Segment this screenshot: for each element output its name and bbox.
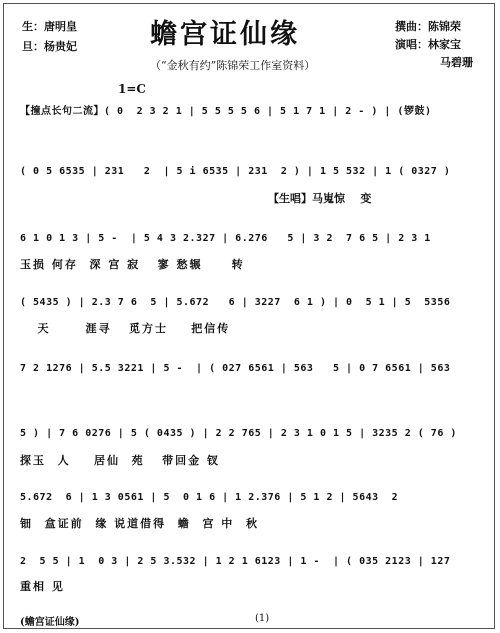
score-line-6-lyrics: 探玉 人 居仙 苑 带回金 钗: [20, 454, 220, 467]
page-subtitle: （“金秋有约”陈锦荣工作室资料）: [150, 59, 316, 72]
score-line-8-notes: 2 5 5 | 1 0 3 | 2 5 3.532 | 1 2 1 6123 | 1 - | ( 035 2123 | 127: [20, 556, 451, 567]
score-line-3-notes: 6 1 0 1 3 | 5 - | 5 4 3 2.327 | 6.276 5 | 3 2 7 6 5 | 2 3 1: [20, 233, 431, 244]
score-line-5-notes: 7 2 1276 | 5.5 3221 | 5 - | ( 027 6561 | 563 5 | 0 7 6561 | 563: [20, 363, 451, 374]
score-line-7-lyrics: 钿 盒证前 缘 说道借得 蟾 宫 中 秋: [20, 517, 259, 530]
credit-composer: 撰曲：陈锦荣: [395, 20, 461, 33]
score-line-6-notes: 5 ) | 7 6 0276 | 5 ( 0435 ) | 2 2 765 | 2 3 1 0 1 5 | 3235 2 ( 76 ): [20, 428, 457, 439]
score-line-2-notes: ( 0 5 6535 | 231 2 | 5 i 6535 | 231 2 ) | 1 5 532 | 1 ( 0327 ): [20, 166, 451, 177]
score-line-7-notes: 5.672 6 | 1 3 0561 | 5 0 1 6 | 1 2.376 | 5 1 2 | 5643 2: [20, 492, 399, 503]
page-border: [3, 3, 495, 629]
score-line-4-notes: ( 5435 ) | 2.3 7 6 5 | 5.672 6 | 3227 6 1 ) | 0 5 1 | 5 5356: [20, 297, 451, 308]
score-line-4-lyrics: 天 涯寻 觅方士 把信传: [20, 322, 231, 335]
score-line-8-lyrics: 重相 见: [20, 580, 65, 593]
key-signature: 1=C: [118, 82, 146, 96]
score-line-2-lyrics: 【生唱】马嵬惊 变: [268, 192, 372, 205]
score-line-1-notes: 【撞点长句二流】( 0 2 3 2 1 | 5 5 5 5 6 | 5 1 7 1 | 2 - ) | (锣鼓): [20, 106, 432, 117]
role-sheng: 生：唐明皇: [22, 20, 77, 33]
page-title: 蟾宫证仙缘: [150, 19, 300, 50]
credit-singer: 演唱：林家宝: [395, 38, 461, 51]
score-line-3-lyrics: 玉损 何存 深 宫 寂 寥 愁辗 转: [20, 258, 245, 271]
page-number: (1): [255, 613, 270, 624]
role-dan: 旦：杨贵妃: [22, 40, 77, 53]
footer-title: (蟾宫证仙缘): [20, 617, 80, 628]
credit-singer-2: 马碧珊: [440, 56, 473, 69]
